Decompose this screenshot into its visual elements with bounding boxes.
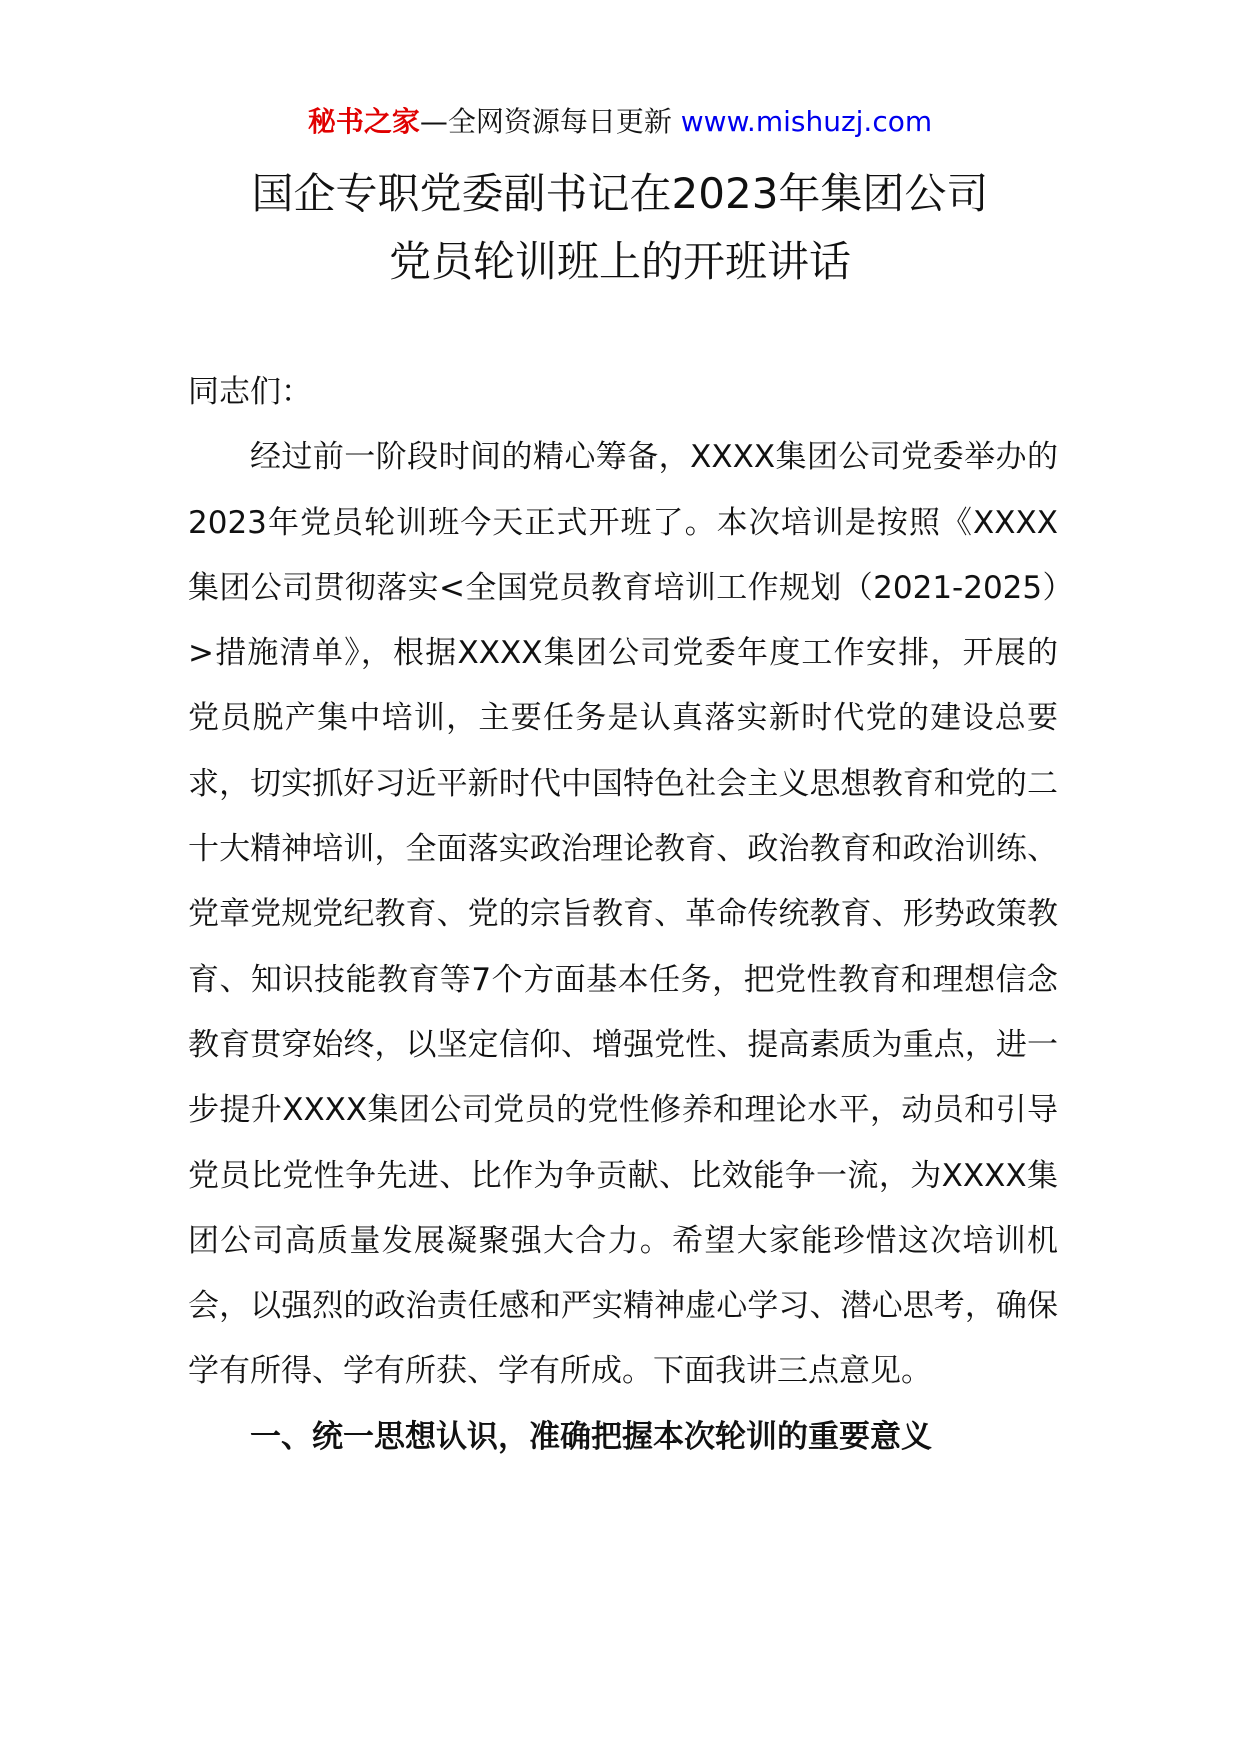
opening-paragraph: 经过前一阶段时间的精心筹备，XXXX集团公司党委举办的2023年党员轮训班今天正式开班了。本次培训是按照《XXXX集团公司贯彻落实<全国党员教育培训工作规划（2021-2025）>措施清单》，根据XXXX集团公司党委年度工作安排，开展的党员脱产集中培训，主要任务是认真落实新时代党的建设总要求，切实抓好习近平新时代中国特色社会主义思想教育和党的二十大精神培训，全面落实政治理论教育、政治教育和政治训练、党章党规党纪教育、党的宗旨教育、革命传统教育、形势政策教育、知识技能教育等7个方面基本任务，把党性教育和理想信念教育贯穿始终，以坚定信仰、增强党性、提高素质为重点，进一步提升XXXX集团公司党员的党性修养和理论水平，动员和引导党员比党性争先进、比作为争贡献、比效能争一流，为XXXX集团公司高质量发展凝聚强大合力。希望大家能珍惜这次培训机会，以强烈的政治责任感和严实精神虚心学习、潜心思考，确保学有所得、学有所获、学有所成。下面我讲三点意见。 <box>188 439 1058 1390</box>
section-heading-1: 一、统一思想认识，准确把握本次轮训的重要意义 <box>250 1418 932 1455</box>
site-url-link[interactable]: www.mishuzj.com <box>680 105 933 138</box>
document-title <box>0 160 1240 296</box>
title-line-1: 国企专职党委副书记在2023年集团公司 <box>251 169 989 218</box>
salutation: 同志们： <box>188 374 312 410</box>
slogan: —全网资源每日更新 <box>419 105 681 138</box>
site-header <box>0 100 1240 144</box>
title-line-2: 党员轮训班上的开班讲话 <box>388 237 851 286</box>
brand-name: 秘书之家 <box>307 105 420 138</box>
document-body <box>188 360 1058 1470</box>
